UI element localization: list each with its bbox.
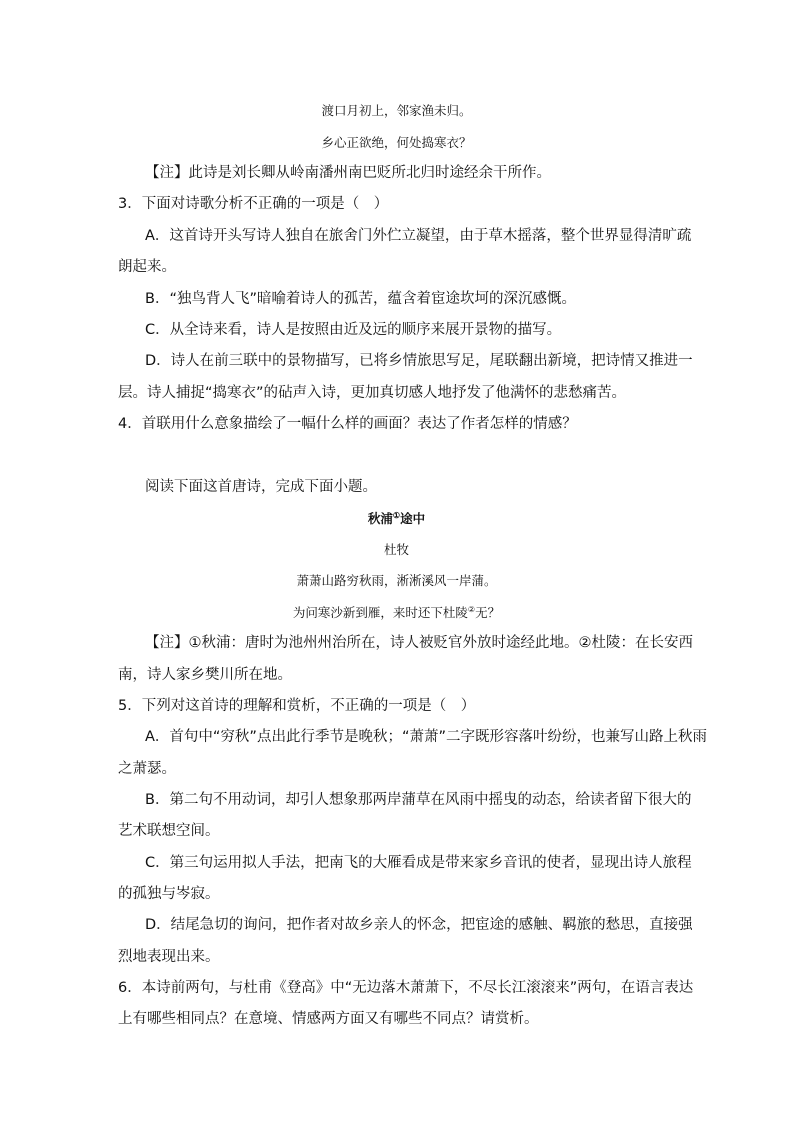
q5-option-d-cont: 烈地表现出来。 <box>118 949 220 965</box>
q5-option-c-cont: 的孤独与岑寂。 <box>118 886 220 902</box>
poem2-author: 杜牧 <box>383 542 409 557</box>
q3-option-a: A．这首诗开头写诗人独自在旅舍门外伫立凝望，由于草木摇落，整个世界显得清旷疏 <box>145 228 692 244</box>
q4-stem: 4．首联用什么意象描绘了一幅什么样的画面？表达了作者怎样的情感？ <box>118 416 577 432</box>
q5-option-b-cont: 艺术联想空间。 <box>118 823 220 839</box>
q3-option-d: D．诗人在前三联中的景物描写，已将乡情旅思写足，尾联翻出新境，把诗情又推进一 <box>145 353 693 369</box>
note1: 【注】此诗是刘长卿从岭南潘州南巴贬所北归时途经余干所作。 <box>145 165 551 181</box>
q5-option-a: A．首句中“穷秋”点出此行季节是晚秋；“萧萧”二字既形容落叶纷纷，也兼写山路上秋雨 <box>145 729 707 745</box>
poem2-line2: 为问寒沙新到雁，来时还下杜陵②无？ <box>292 604 501 620</box>
q5-option-c: C．第三句运用拟人手法，把南飞的大雁看成是带来家乡音讯的使者，显现出诗人旅程 <box>145 855 692 871</box>
reading-intro: 阅读下面这首唐诗，完成下面小题。 <box>145 479 377 495</box>
q3-option-b: B．“独鸟背人飞”暗喻着诗人的孤苦，蕴含着宦途坎坷的深沉感慨。 <box>145 291 576 307</box>
q5-option-a-cont: 之萧瑟。 <box>118 761 176 777</box>
poem1-line4: 乡心正欲绝，何处捣寒衣？ <box>321 135 472 150</box>
q3-option-c: C．从全诗来看，诗人是按照由近及远的顺序来展开景物的描写。 <box>145 322 562 338</box>
poem1-line3: 渡口月初上，邻家渔未归。 <box>321 103 472 118</box>
q5-option-b: B．第二句不用动词，却引人想象那两岸蒲草在风雨中摇曳的动态，给读者留下很大的 <box>145 792 692 808</box>
q3-stem: 3．下面对诗歌分析不正确的一项是（ ） <box>118 196 389 212</box>
note2-cont: 南，诗人家乡樊川所在地。 <box>118 667 292 683</box>
q3-option-d-cont: 层。诗人捕捉“捣寒衣”的砧声入诗，更加真切感人地抒发了他满怀的悲愁痛苦。 <box>118 385 627 401</box>
q6-stem: 6．本诗前两句，与杜甫《登高》中“无边落木萧萧下，不尽长江滚滚来”两句，在语言表达 <box>118 980 694 996</box>
poem2-line1: 萧萧山路穷秋雨，淅淅溪风一岸蒲。 <box>296 573 497 588</box>
q3-option-a-cont: 朗起来。 <box>118 259 176 275</box>
poem2-title: 秋浦①途中 <box>367 509 426 526</box>
q5-stem: 5．下列对这首诗的理解和赏析，不正确的一项是（ ） <box>118 698 476 714</box>
q6-stem-cont: 上有哪些相同点？在意境、情感两方面又有哪些不同点？请赏析。 <box>118 1011 539 1027</box>
q5-option-d: D．结尾急切的询问，把作者对故乡亲人的怀念，把宦途的感触、羁旅的愁思，直接强 <box>145 917 693 933</box>
note2: 【注】①秋浦：唐时为池州州治所在，诗人被贬官外放时途经此地。②杜陵：在长安西 <box>145 635 693 651</box>
